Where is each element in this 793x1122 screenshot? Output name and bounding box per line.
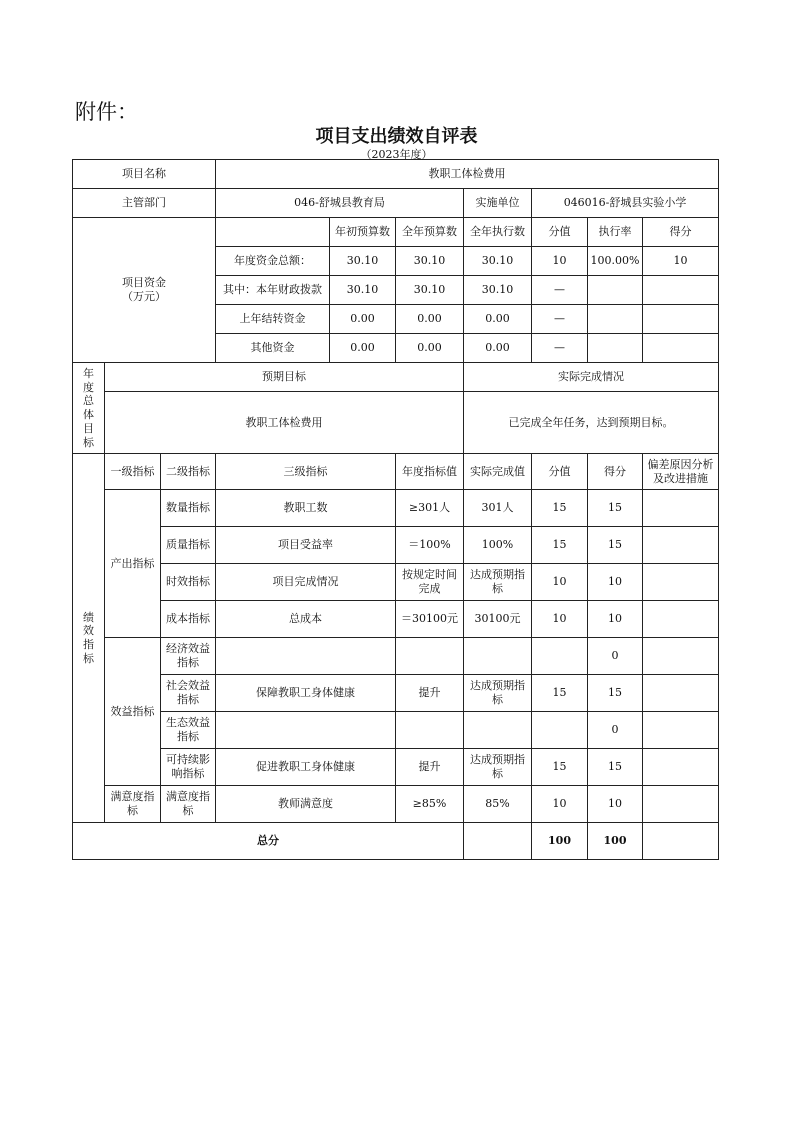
funds-score [643, 276, 719, 305]
total-score: 100 [588, 823, 643, 860]
indicator-value: 10 [532, 601, 588, 638]
indicator-score: 10 [588, 601, 643, 638]
header-deviation: 偏差原因分析及改进措施 [643, 454, 719, 490]
indicator-actual: 301人 [464, 490, 532, 527]
indicator-score: 0 [588, 638, 643, 675]
indicator-level3 [216, 712, 396, 749]
funds-label: 项目资金 （万元） [73, 218, 216, 363]
header-actual: 实际完成值 [464, 454, 532, 490]
funds-score-value: — [532, 334, 588, 363]
indicator-target: 提升 [396, 675, 464, 712]
form-title: 项目支出绩效自评表 [315, 126, 478, 147]
indicator-score: 15 [588, 675, 643, 712]
indicator-actual: 达成预期指标 [464, 675, 532, 712]
indicator-row [73, 638, 719, 675]
indicators-side-label: 绩效指标 [73, 454, 105, 823]
attachment-label: 附件： [75, 100, 138, 124]
total-value: 100 [532, 823, 588, 860]
funds-rate [588, 334, 643, 363]
goals-side-label: 年度总体目标 [73, 363, 105, 454]
indicator-level3: 促进教职工身体健康 [216, 749, 396, 786]
project-name-label: 项目名称 [73, 160, 216, 189]
header-score: 得分 [588, 454, 643, 490]
goals-header-row [73, 363, 719, 392]
indicator-target [396, 712, 464, 749]
funds-annual: 30.10 [396, 276, 464, 305]
indicator-level3: 总成本 [216, 601, 396, 638]
indicator-row [73, 786, 719, 823]
funds-header-executed: 全年执行数 [464, 218, 532, 247]
department-value: 046-舒城县教育局 [216, 189, 464, 218]
indicator-note [643, 564, 719, 601]
indicator-row [73, 564, 719, 601]
funds-executed: 0.00 [464, 305, 532, 334]
total-blank [464, 823, 532, 860]
funds-rate [588, 276, 643, 305]
indicator-level2: 满意度指标 [161, 786, 216, 823]
funds-row-label: 年度资金总额： [216, 247, 330, 276]
actual-completion: 已完成全年任务，达到预期目标。 [464, 392, 719, 454]
indicator-level3: 教师满意度 [216, 786, 396, 823]
header-target: 年度指标值 [396, 454, 464, 490]
funds-rate: 100.00% [588, 247, 643, 276]
indicator-note [643, 601, 719, 638]
funds-annual: 30.10 [396, 247, 464, 276]
indicator-score: 0 [588, 712, 643, 749]
indicator-score: 10 [588, 786, 643, 823]
funds-row-label: 其他资金 [216, 334, 330, 363]
indicator-level2: 生态效益指标 [161, 712, 216, 749]
header-level1: 一级指标 [105, 454, 161, 490]
funds-score-value: — [532, 305, 588, 334]
indicator-level3: 教职工数 [216, 490, 396, 527]
indicator-note [643, 490, 719, 527]
indicator-level2: 成本指标 [161, 601, 216, 638]
indicator-target: ＝30100元 [396, 601, 464, 638]
funds-rate [588, 305, 643, 334]
indicator-note [643, 749, 719, 786]
funds-header-annual: 全年预算数 [396, 218, 464, 247]
funds-executed: 30.10 [464, 276, 532, 305]
project-name-value: 教职工体检费用 [216, 160, 719, 189]
indicator-value [532, 638, 588, 675]
indicator-value: 15 [532, 675, 588, 712]
indicator-target: ＝100% [396, 527, 464, 564]
indicator-value: 15 [532, 527, 588, 564]
indicator-row [73, 601, 719, 638]
indicator-actual: 达成预期指标 [464, 749, 532, 786]
indicator-level2: 可持续影响指标 [161, 749, 216, 786]
funds-header-score: 得分 [643, 218, 719, 247]
indicator-note [643, 638, 719, 675]
self-evaluation-table [72, 159, 719, 860]
indicator-row [73, 527, 719, 564]
funds-score [643, 334, 719, 363]
indicator-value: 15 [532, 490, 588, 527]
funds-initial: 30.10 [330, 247, 396, 276]
project-name-row [73, 160, 719, 189]
indicator-score: 15 [588, 490, 643, 527]
indicator-level2: 数量指标 [161, 490, 216, 527]
funds-executed: 30.10 [464, 247, 532, 276]
indicator-value [532, 712, 588, 749]
funds-score [643, 305, 719, 334]
form-year: （2023年度） [360, 148, 433, 161]
indicator-note [643, 786, 719, 823]
indicator-row [73, 712, 719, 749]
department-label: 主管部门 [73, 189, 216, 218]
funds-header-blank [216, 218, 330, 247]
indicator-actual [464, 638, 532, 675]
funds-score: 10 [643, 247, 719, 276]
implementing-unit-value: 046016-舒城县实验小学 [532, 189, 719, 218]
indicator-note [643, 675, 719, 712]
indicator-target: 按规定时间完成 [396, 564, 464, 601]
indicator-note [643, 527, 719, 564]
indicator-actual: 30100元 [464, 601, 532, 638]
total-note [643, 823, 719, 860]
indicator-level2: 质量指标 [161, 527, 216, 564]
total-row [73, 823, 719, 860]
funds-header-row [73, 218, 719, 247]
header-level2: 二级指标 [161, 454, 216, 490]
funds-row-label: 其中：本年财政拨款 [216, 276, 330, 305]
indicator-row [73, 749, 719, 786]
funds-annual: 0.00 [396, 334, 464, 363]
indicator-level3: 项目完成情况 [216, 564, 396, 601]
goals-content-row [73, 392, 719, 454]
indicator-target [396, 638, 464, 675]
indicator-value: 10 [532, 786, 588, 823]
group-output: 产出指标 [105, 490, 161, 638]
funds-annual: 0.00 [396, 305, 464, 334]
funds-header-score-value: 分值 [532, 218, 588, 247]
indicator-score: 15 [588, 527, 643, 564]
indicators-header-row [73, 454, 719, 490]
indicator-row [73, 490, 719, 527]
indicator-level3 [216, 638, 396, 675]
header-level3: 三级指标 [216, 454, 396, 490]
funds-header-rate: 执行率 [588, 218, 643, 247]
expected-goal-label: 预期目标 [105, 363, 464, 392]
total-label: 总分 [73, 823, 464, 860]
indicator-target: ≥85% [396, 786, 464, 823]
funds-initial: 0.00 [330, 334, 396, 363]
funds-initial: 30.10 [330, 276, 396, 305]
funds-score-value: 10 [532, 247, 588, 276]
funds-executed: 0.00 [464, 334, 532, 363]
indicator-level2: 社会效益指标 [161, 675, 216, 712]
indicator-note [643, 712, 719, 749]
actual-completion-label: 实际完成情况 [464, 363, 719, 392]
group-benefit: 效益指标 [105, 638, 161, 786]
indicator-value: 10 [532, 564, 588, 601]
header-value: 分值 [532, 454, 588, 490]
funds-score-value: — [532, 276, 588, 305]
funds-header-initial: 年初预算数 [330, 218, 396, 247]
indicator-target: ≥301人 [396, 490, 464, 527]
indicator-actual: 100% [464, 527, 532, 564]
indicator-actual: 达成预期指标 [464, 564, 532, 601]
indicator-row [73, 675, 719, 712]
indicator-level2: 经济效益指标 [161, 638, 216, 675]
department-row [73, 189, 719, 218]
indicator-level2: 时效指标 [161, 564, 216, 601]
indicator-score: 15 [588, 749, 643, 786]
funds-initial: 0.00 [330, 305, 396, 334]
indicator-target: 提升 [396, 749, 464, 786]
group-satisfaction: 满意度指标 [105, 786, 161, 823]
indicator-level3: 保障教职工身体健康 [216, 675, 396, 712]
funds-row-label: 上年结转资金 [216, 305, 330, 334]
expected-goal: 教职工体检费用 [105, 392, 464, 454]
indicator-value: 15 [532, 749, 588, 786]
indicator-score: 10 [588, 564, 643, 601]
indicator-actual: 85% [464, 786, 532, 823]
indicator-level3: 项目受益率 [216, 527, 396, 564]
indicator-actual [464, 712, 532, 749]
implementing-unit-label: 实施单位 [464, 189, 532, 218]
